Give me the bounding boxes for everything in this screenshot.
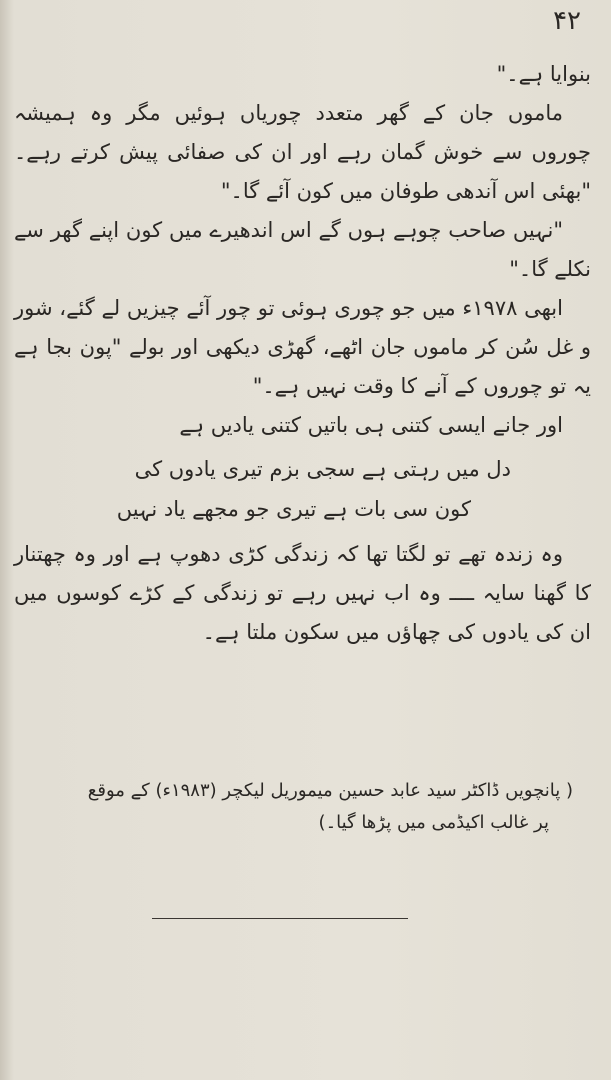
couplet	[14, 449, 591, 529]
couplet-line: دل میں رہتی ہے سجی بزم تیری یادوں کی	[134, 457, 511, 481]
paragraph-thefts: ماموں جان کے گھر متعدد چوریاں ہوئیں مگر وہ ہمیشہ چوروں سے خوش گمان رہے اور ان کی صفائی پیش کرتے رہے۔ "بھئی اس آندھی طوفان میں کون آئے گا۔"	[14, 101, 591, 203]
couplet-line: کون سی بات ہے تیری جو مجھے یاد نہیں	[116, 497, 471, 521]
paragraph-closing: وہ زندہ تھے تو لگتا تھا کہ زندگی کڑی دھوپ ہے اور وہ چھتنار کا گھنا سایہ ــــ وہ اب نہیں رہے تو زندگی کے کڑے کوسوں میں ان کی یادوں کی چھاؤں میں سکون ملتا ہے۔	[14, 542, 591, 644]
paragraph-1978: ابھی ۱۹۷۸ء میں جو چوری ہوئی تو چور آئے چیزیں لے گئے، شور و غل سُن کر ماموں جان اٹھے، گھڑی دیکھی اور بولے "پون بجا ہے یہ تو چوروں کے آنے کا وقت نہیں ہے۔"	[14, 296, 591, 398]
footnote	[40, 775, 573, 839]
paragraph-memories: اور جانے ایسی کتنی ہی باتیں کتنی یادیں ہے	[179, 413, 563, 437]
footnote-line: پر غالب اکیڈمی میں پڑھا گیا۔)	[318, 812, 549, 833]
paragraph-quote: "نہیں صاحب چوہے ہوں گے اس اندھیرے میں کون اپنے گھر سے نکلے گا۔"	[14, 218, 591, 281]
page-number: ۴۲	[553, 6, 581, 36]
body-text	[14, 55, 591, 652]
paragraph-opening: بنوایا ہے۔"	[496, 62, 591, 86]
section-divider	[152, 918, 408, 919]
footnote-line: ( پانچویں ڈاکٹر سید عابد حسین میموریل لیکچر (۱۹۸۳ء) کے موقع	[87, 780, 573, 801]
